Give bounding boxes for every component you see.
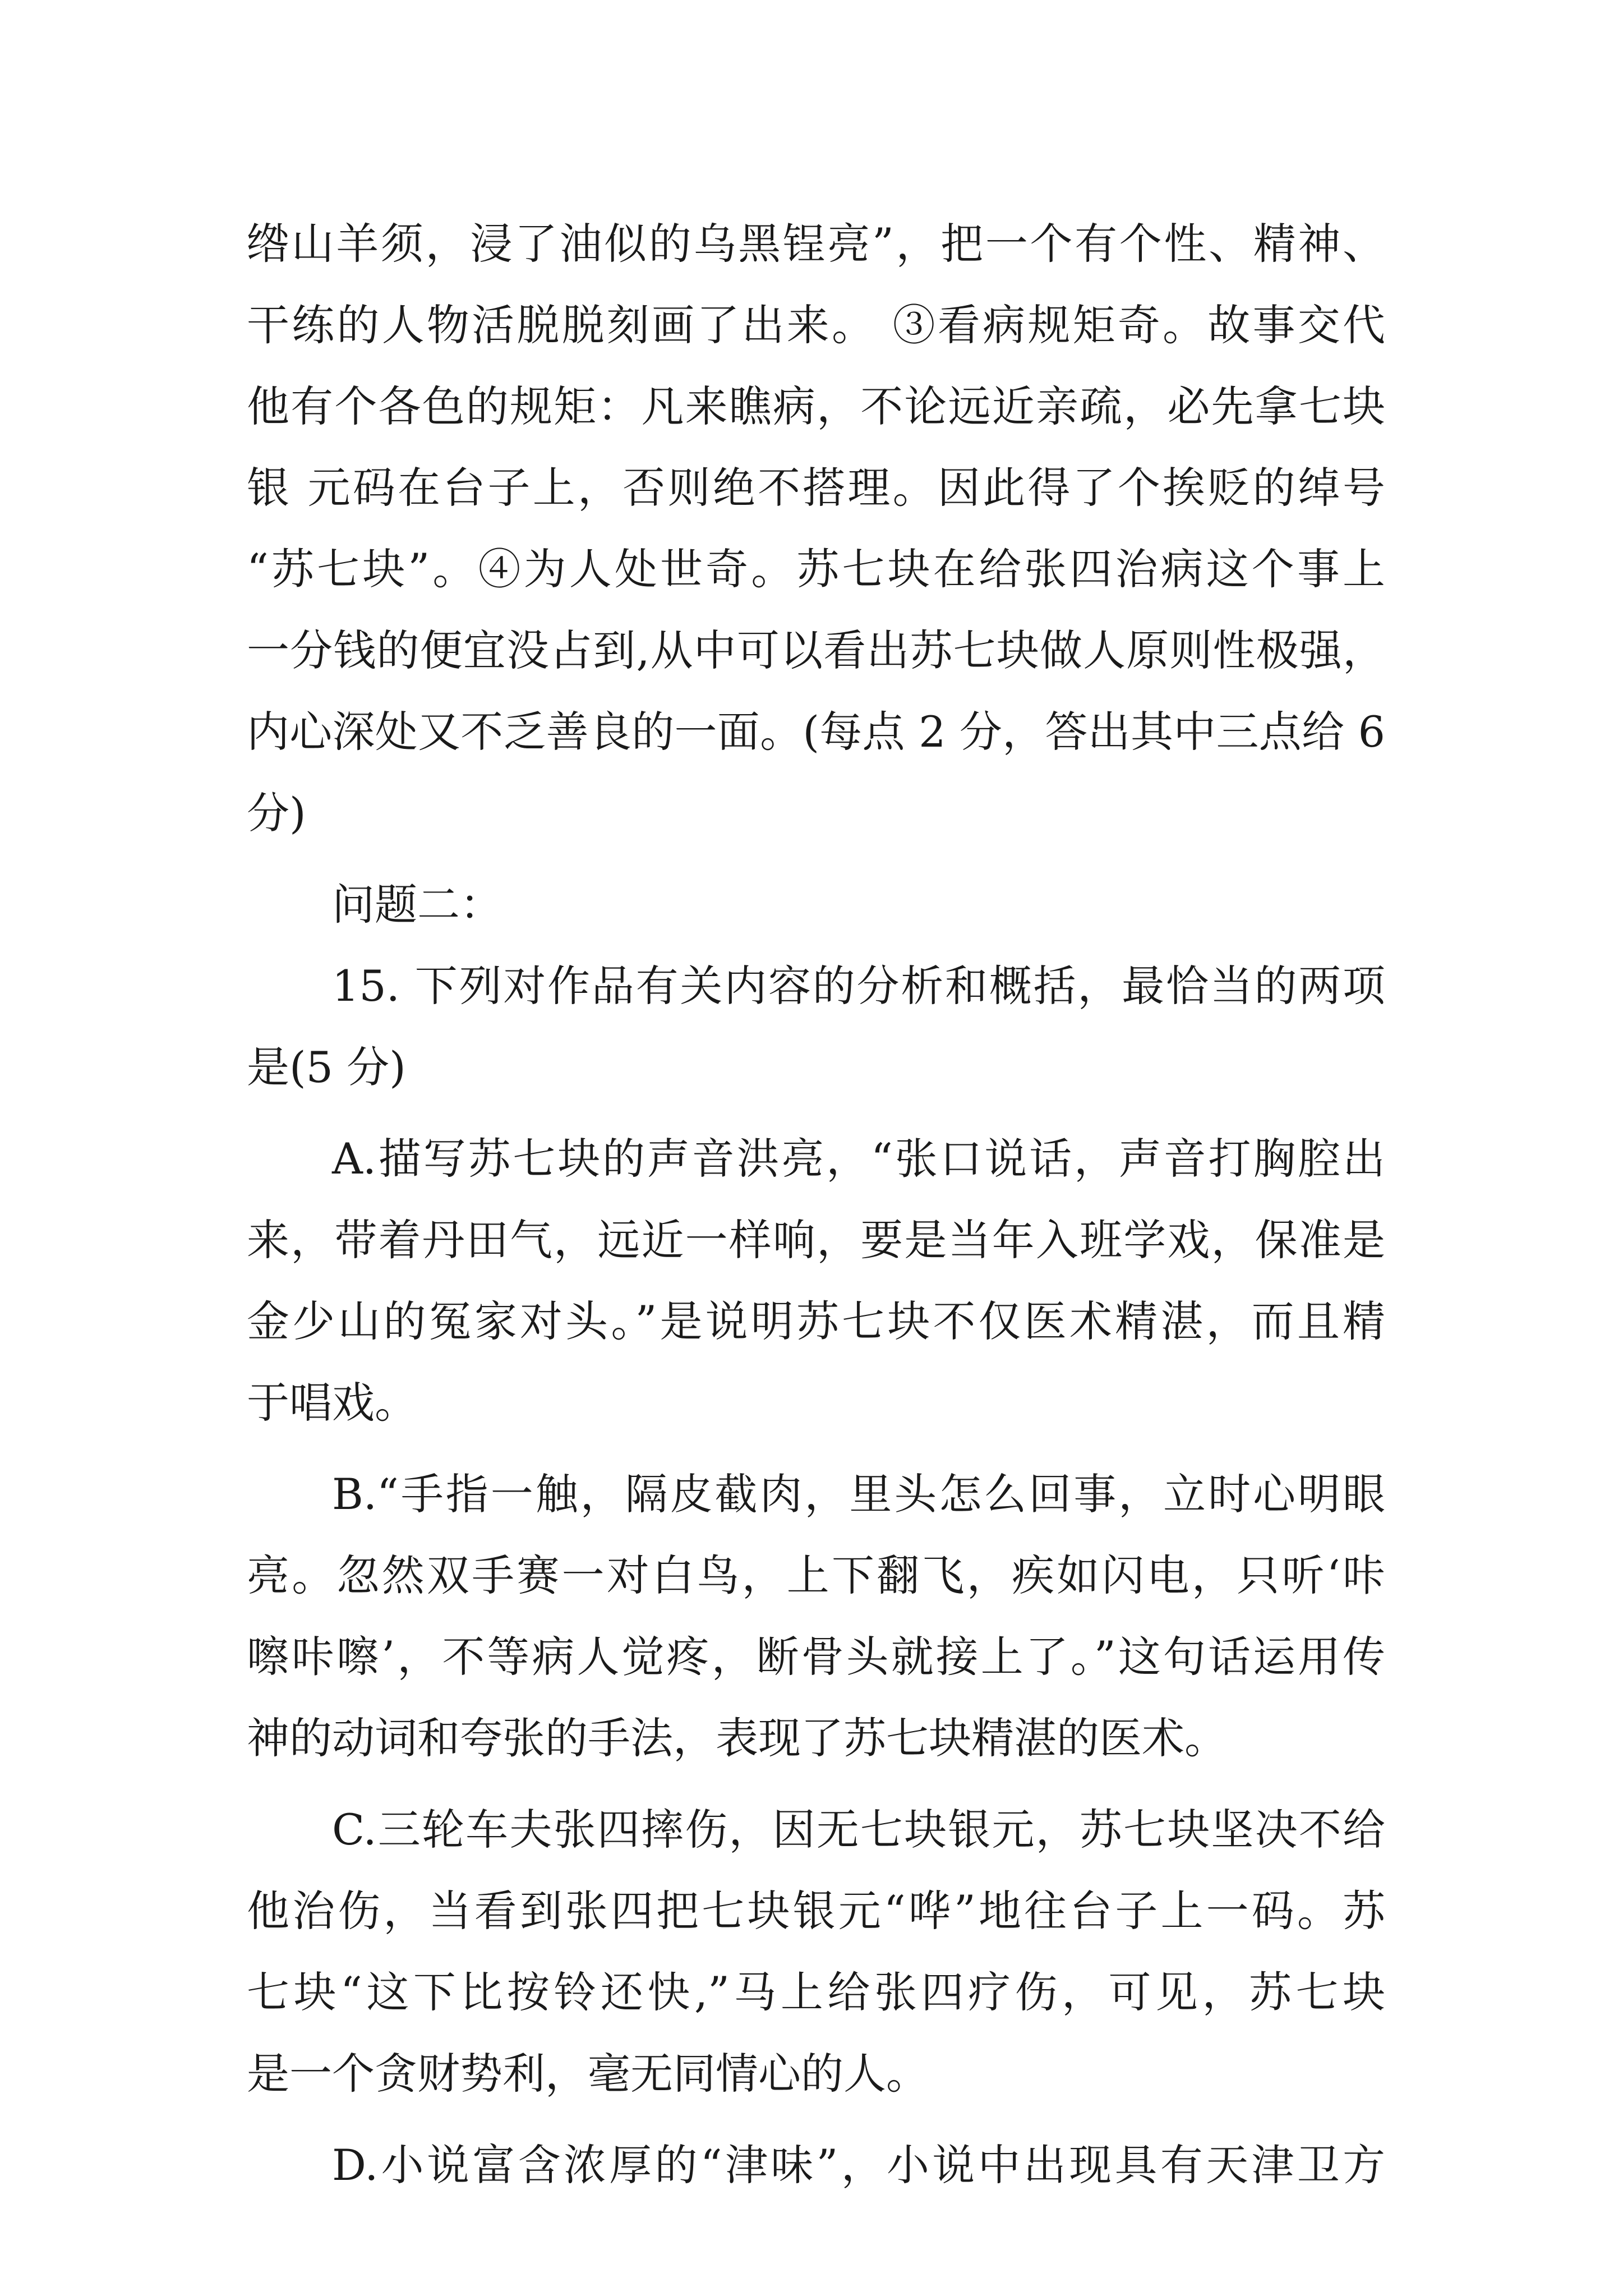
option-line: 嚓咔嚓’，不等病人觉疼，断骨头就接上了。”这句话运用传 — [247, 1632, 1385, 1682]
document-body — [247, 203, 1385, 2206]
text-line: 一分钱的便宜没占到,从中可以看出苏七块做人原则性极强， — [247, 625, 1385, 675]
text-line: “苏七块”。④为人处世奇。苏七块在给张四治病这个事上 — [247, 544, 1385, 594]
text-line: 分) — [247, 788, 306, 838]
text-line: 绺山羊须，浸了油似的乌黑锃亮”，把一个有个性、精神、 — [247, 219, 1385, 269]
option-c — [247, 1789, 1385, 2114]
option-a — [247, 1118, 1385, 1443]
text-line: 他有个各色的规矩：凡来瞧病，不论远近亲疏，必先拿七块 — [247, 381, 1385, 431]
option-d — [247, 2124, 1385, 2206]
option-line: 他治伤，当看到张四把七块银元“哗”地往台子上一码。苏 — [247, 1886, 1385, 1936]
option-b — [247, 1453, 1385, 1779]
question-line: 15. 下列对作品有关内容的分析和概括，最恰当的两项 — [332, 961, 1385, 1011]
option-line: C.三轮车夫张四摔伤，因无七块银元，苏七块坚决不给 — [332, 1805, 1385, 1855]
option-line: 神的动词和夸张的手法，表现了苏七块精湛的医术。 — [247, 1713, 1227, 1763]
option-line: B.“手指一触，隔皮截肉，里头怎么回事，立时心明眼 — [332, 1469, 1385, 1519]
option-line: D.小说富含浓厚的“津味”，小说中出现具有天津卫方 — [332, 2140, 1385, 2190]
option-line: 来，带着丹田气，远近一样响，要是当年入班学戏，保准是 — [247, 1215, 1385, 1265]
option-line: 于唱戏。 — [247, 1378, 417, 1428]
option-line: 亮。忽然双手赛一对白鸟，上下翻飞，疾如闪电，只听‘咔 — [247, 1550, 1385, 1600]
text-line: 内心深处又不乏善良的一面。(每点 2 分，答出其中三点给 6 — [247, 707, 1385, 757]
section-heading — [247, 864, 1385, 945]
option-line: 是一个贪财势利，毫无同情心的人。 — [247, 2049, 929, 2099]
option-line: 金少山的冤家对头。”是说明苏七块不仅医术精湛，而且精 — [247, 1296, 1385, 1346]
option-line: A.描写苏七块的声音洪亮，“张口说话，声音打胸腔出 — [332, 1134, 1385, 1184]
answer-continuation-paragraph — [247, 203, 1385, 854]
option-line: 七块“这下比按铃还快,”马上给张四疗伤，可见，苏七块 — [247, 1967, 1385, 2017]
text-line: 银 元码在台子上，否则绝不搭理。因此得了个挨贬的绰号 — [247, 463, 1385, 513]
question-line: 是(5 分) — [247, 1042, 406, 1092]
section-heading-text: 问题二： — [332, 880, 502, 930]
question-stem — [247, 945, 1385, 1108]
text-line: 干练的人物活脱脱刻画了出来。 ③看病规矩奇。故事交代 — [247, 300, 1385, 350]
